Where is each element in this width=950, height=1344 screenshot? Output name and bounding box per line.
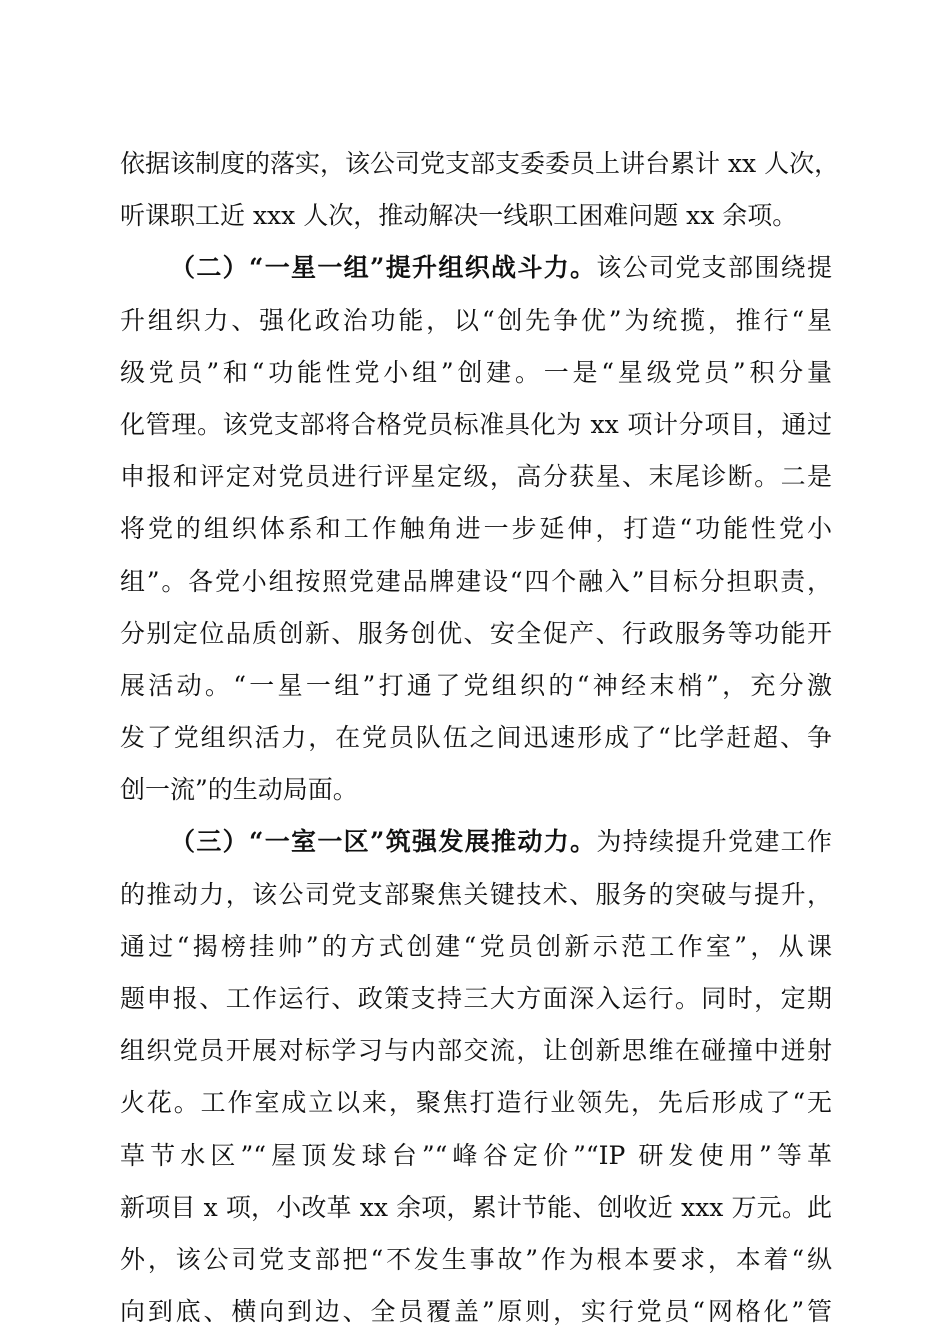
body-text: [120, 138, 840, 1338]
paragraph-line: 展活动。“一星一组”打通了党组织的“神经末梢”，充分激: [120, 670, 832, 700]
paragraph-line: 通过“揭榜挂帅”的方式创建“党员创新示范工作室”，从课: [120, 931, 832, 961]
paragraph-line: 向到底、横向到边、全员覆盖”原则，实行党员“网格化”管: [120, 1297, 832, 1327]
paragraph-line: 依据该制度的落实，该公司党支部支委委员上讲台累计 xx 人次，: [120, 149, 840, 178]
paragraph-line: 外，该公司党支部把“不发生事故”作为根本要求，本着“纵: [120, 1244, 832, 1274]
paragraph-line: 将党的组织体系和工作触角进一步延伸，打造“功能性党小: [120, 514, 832, 544]
paragraph-line: 分别定位品质创新、服务创优、安全促产、行政服务等功能开: [120, 618, 832, 648]
paragraph-line: 火花。工作室成立以来，聚焦打造行业领先，先后形成了“无: [120, 1088, 832, 1118]
paragraph-line: 草节水区”“屋顶发球台”“峰谷定价”“IP 研发使用”等革: [120, 1140, 832, 1170]
section-heading: （三）“一室一区”筑强发展推动力。: [170, 827, 597, 857]
paragraph-line: 听课职工近 xxx 人次，推动解决一线职工困难问题 xx 余项。: [120, 201, 798, 231]
paragraph-line: 组”。各党小组按照党建品牌建设“四个融入”目标分担职责，: [120, 566, 832, 596]
paragraph-line: （二）“一星一组”提升组织战斗力。该公司党支部围绕提: [170, 253, 832, 283]
paragraph-line: 新项目 x 项，小改革 xx 余项，累计节能、创收近 xxx 万元。此: [120, 1192, 832, 1222]
paragraph-line: （三）“一室一区”筑强发展推动力。为持续提升党建工作: [170, 827, 832, 857]
paragraph-line: 级党员”和“功能性党小组”创建。一是“星级党员”积分量: [120, 357, 832, 387]
paragraph-line: 化管理。该党支部将合格党员标准具化为 xx 项计分项目，通过: [120, 409, 832, 439]
paragraph-line: 创一流”的生动局面。: [120, 775, 358, 805]
paragraph-line: 升组织力、强化政治功能，以“创先争优”为统揽，推行“星: [120, 305, 832, 335]
paragraph-line: 发了党组织活力，在党员队伍之间迅速形成了“比学赶超、争: [120, 723, 832, 753]
paragraph-line: 组织党员开展对标学习与内部交流，让创新思维在碰撞中迸射: [120, 1036, 832, 1066]
paragraph-line: 申报和评定对党员进行评星定级，高分获星、末尾诊断。二是: [120, 462, 832, 492]
section-heading: （二）“一星一组”提升组织战斗力。: [170, 253, 597, 283]
paragraph-line: 的推动力，该公司党支部聚焦关键技术、服务的突破与提升，: [120, 879, 832, 909]
paragraph-line: 题申报、工作运行、政策支持三大方面深入运行。同时，定期: [120, 984, 832, 1013]
